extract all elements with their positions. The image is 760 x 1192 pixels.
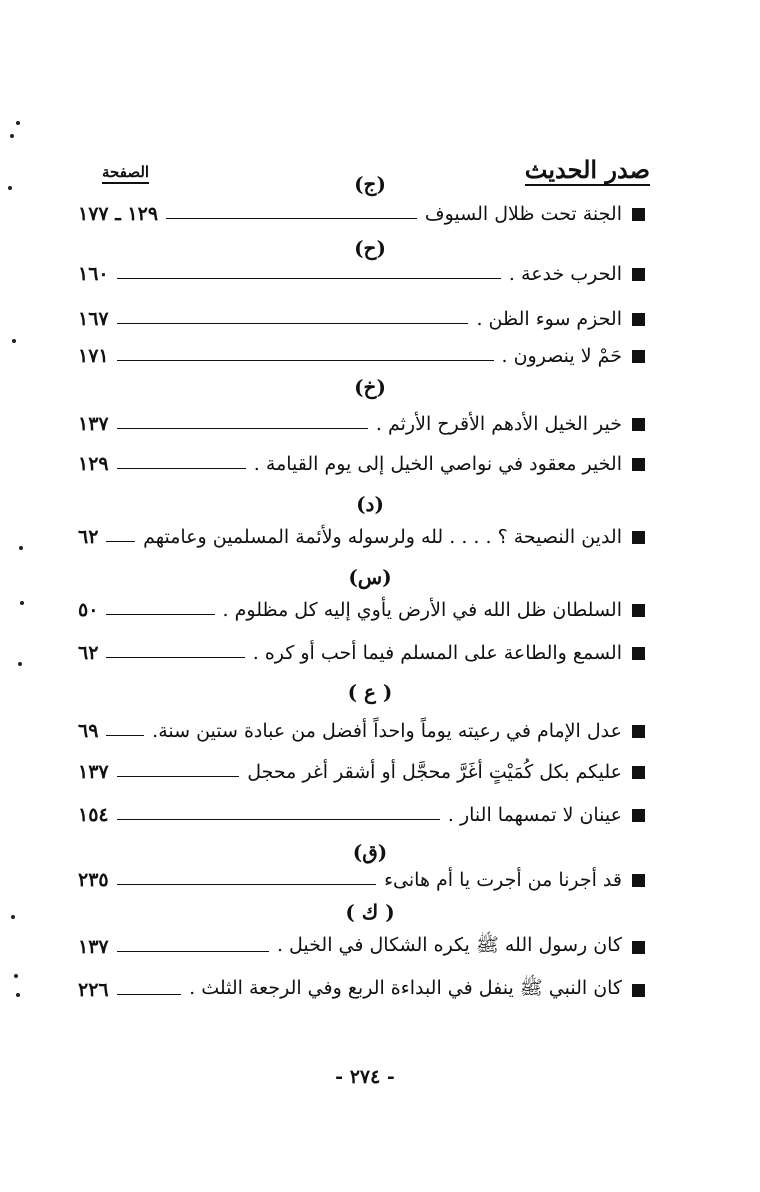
bullet-square-icon <box>632 809 645 822</box>
entry-pages: ١٢٩ <box>78 453 109 475</box>
bullet-square-icon <box>632 766 645 779</box>
entry-pages: ٦٢ <box>78 526 99 548</box>
leader-line <box>117 360 494 361</box>
scan-speck <box>16 993 20 997</box>
index-entry <box>78 929 645 965</box>
index-entry <box>78 592 645 628</box>
entry-text: الجنة تحت ظلال السيوف <box>424 203 622 225</box>
entry-text: عدل الإمام في رعيته يوماً واحداً أفضل من عبادة ستين سنة. <box>152 720 622 742</box>
scan-speck <box>20 601 24 605</box>
section-letter: (س) <box>348 565 392 589</box>
leader-line <box>117 951 269 952</box>
leader-line <box>117 278 501 279</box>
section-letter: (ج) <box>354 172 386 196</box>
entry-pages: ١٣٧ <box>78 413 109 435</box>
scan-speck <box>16 121 20 125</box>
bullet-square-icon <box>632 418 645 431</box>
entry-pages: ١٦٧ <box>78 308 109 330</box>
section-letter: ( ك ) <box>345 900 395 924</box>
bullet-square-icon <box>632 531 645 544</box>
bullet-square-icon <box>632 350 645 363</box>
entry-text: الحرب خدعة . <box>508 263 622 285</box>
bullet-square-icon <box>632 984 645 997</box>
index-entry <box>78 256 645 292</box>
entry-pages: ١٣٧ <box>78 761 109 783</box>
bullet-square-icon <box>632 725 645 738</box>
leader-line <box>106 735 144 736</box>
index-entry <box>78 713 645 749</box>
entry-pages: ٦٢ <box>78 642 99 664</box>
entry-pages: ١٥٤ <box>78 804 109 826</box>
entry-pages: ١٣٧ <box>78 936 109 958</box>
section-letter: ( ع ) <box>347 680 393 704</box>
entry-pages: ١٧١ <box>78 345 109 367</box>
entry-text: كان رسول الله ﷺ يكره الشكال في الخيل . <box>276 934 622 956</box>
leader-line <box>117 884 376 885</box>
bullet-square-icon <box>632 604 645 617</box>
index-entry <box>78 797 645 833</box>
entry-text: قد أجرنا من أجرت يا أم هانىء <box>384 869 622 891</box>
index-entry <box>78 519 645 555</box>
leader-line <box>117 994 182 995</box>
leader-line <box>117 776 240 777</box>
bullet-square-icon <box>632 874 645 887</box>
bullet-square-icon <box>632 647 645 660</box>
leader-line <box>166 218 417 219</box>
page-number: - ٢٧٤ - <box>335 1066 395 1088</box>
bullet-square-icon <box>632 313 645 326</box>
entry-text: كان النبي ﷺ ينفل في البداءة الربع وفي الرجعة الثلث . <box>189 977 622 999</box>
section-letter: (خ) <box>354 375 386 399</box>
entry-pages: ١٢٩ ـ ١٧٧ <box>78 203 159 225</box>
index-entry <box>78 635 645 671</box>
leader-line <box>117 428 368 429</box>
section-letter: (د) <box>356 492 384 516</box>
section-letter: (ح) <box>354 236 386 260</box>
index-entry <box>78 862 645 898</box>
leader-line <box>106 614 214 615</box>
leader-line <box>117 323 469 324</box>
entry-text: السلطان ظل الله في الأرض يأوي إليه كل مظلوم . <box>222 599 622 621</box>
entry-pages: ٢٣٥ <box>78 869 109 891</box>
leader-line <box>106 657 244 658</box>
section-letter: (ق) <box>352 840 388 864</box>
entry-text: عليكم بكل كُمَيْتٍ أغَرَّ محجَّل أو أشقر أغر محجل <box>247 761 622 783</box>
entry-text: الحزم سوء الظن . <box>476 308 622 330</box>
entry-text: السمع والطاعة على المسلم فيما أحب أو كره . <box>252 642 622 664</box>
hadith-column-heading: صدر الحديث <box>524 155 650 184</box>
entry-text: الخير معقود في نواصي الخيل إلى يوم القيامة . <box>253 453 622 475</box>
scan-speck <box>11 915 15 919</box>
index-entry <box>78 406 645 442</box>
bullet-square-icon <box>632 208 645 221</box>
bullet-square-icon <box>632 458 645 471</box>
index-entry <box>78 196 645 232</box>
entry-text: حَمْ لا ينصرون . <box>501 345 622 367</box>
scan-speck <box>19 546 23 550</box>
leader-line <box>106 541 135 542</box>
leader-line <box>117 468 246 469</box>
index-entry <box>78 972 645 1008</box>
bullet-square-icon <box>632 941 645 954</box>
entry-text: خير الخيل الأدهم الأقرح الأرثم . <box>375 413 622 435</box>
entry-pages: ١٦٠ <box>78 263 109 285</box>
entry-pages: ٦٩ <box>78 720 99 742</box>
entry-pages: ٢٢٦ <box>78 979 109 1001</box>
scan-speck <box>14 974 18 978</box>
entry-pages: ٥٠ <box>78 599 99 621</box>
index-entry <box>78 338 645 374</box>
entry-text: عينان لا تمسهما النار . <box>447 804 622 826</box>
page-column-heading: الصفحة <box>102 163 149 184</box>
leader-line <box>117 819 440 820</box>
index-entry <box>78 754 645 790</box>
entry-text: الدين النصيحة ؟ . . . . لله ولرسوله ولأئمة المسلمين وعامتهم <box>143 526 622 548</box>
scan-speck <box>8 186 12 190</box>
scan-speck <box>18 662 22 666</box>
scan-speck <box>12 339 16 343</box>
bullet-square-icon <box>632 268 645 281</box>
index-entry <box>78 446 645 482</box>
scan-speck <box>10 134 14 138</box>
index-entry <box>78 301 645 337</box>
